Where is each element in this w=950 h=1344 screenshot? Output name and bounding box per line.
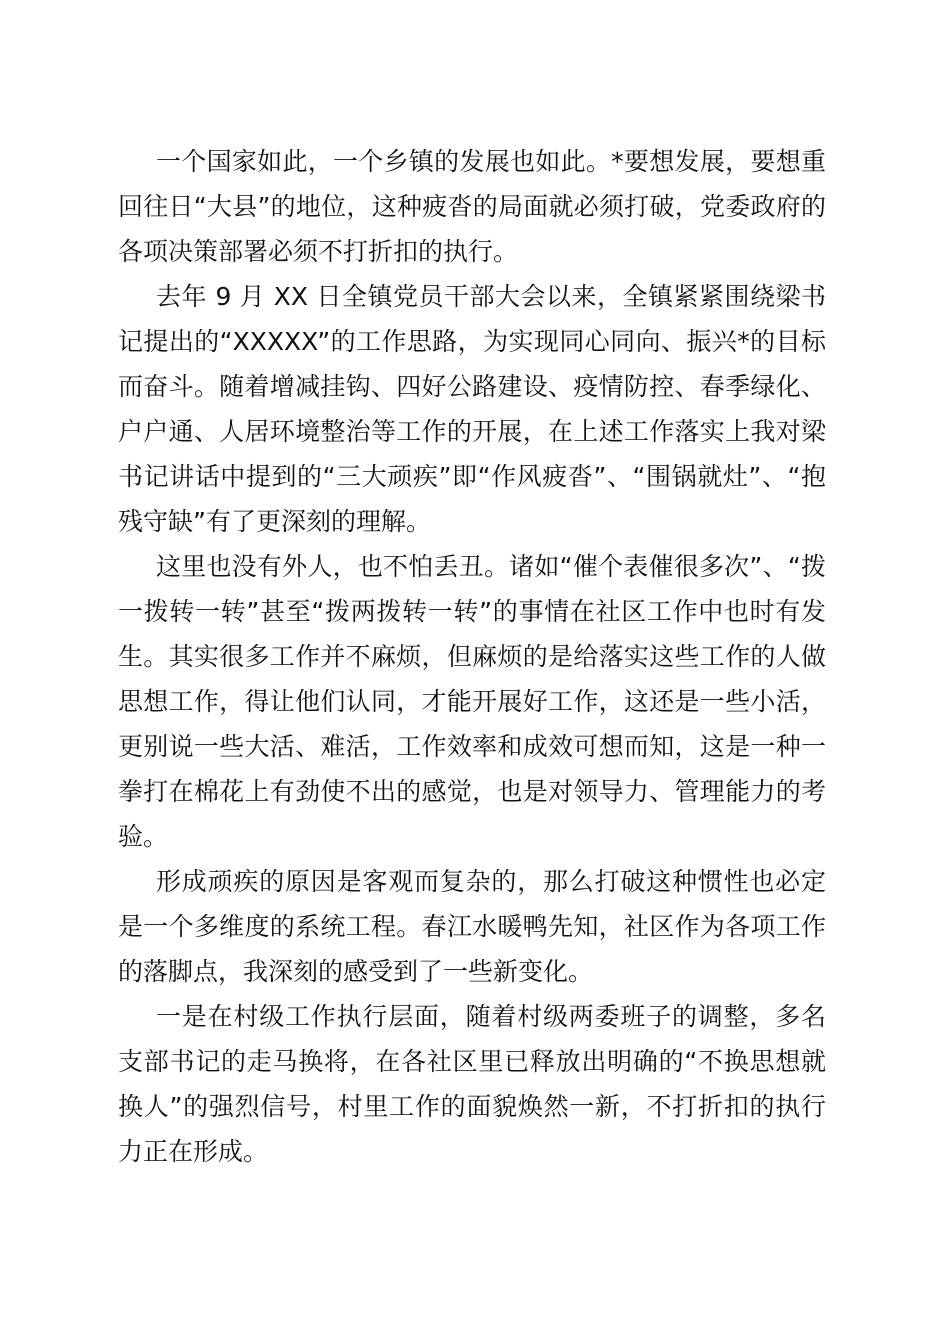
- paragraph-2: 去年 9 月 XX 日全镇党员干部大会以来，全镇紧紧围绕梁书记提出的“XXXXX”的工作思路，为实现同心同向、振兴*的目标而奋斗。随着增减挂钩、四好公路建设、疫情防控、春季绿化、户户通、人居环境整治等工作的开展，在上述工作落实上我对梁书记讲话中提到的“三大顽疾”即“作风疲沓”、“围锅就灶”、“抱残守缺”有了更深刻的理解。: [118, 282, 826, 536]
- paragraph-3: 这里也没有外人，也不怕丢丑。诸如“催个表催很多次”、“拨一拨转一转”甚至“拨两拨转一转”的事情在社区工作中也时有发生。其实很多工作并不麻烦，但麻烦的是给落实这些工作的人做思想工作，得让他们认同，才能开展好工作，这还是一些小活，更别说一些大活、难活，工作效率和成效可想而知，这是一种一拳打在棉花上有劲使不出的感觉，也是对领导力、管理能力的考验。: [118, 552, 826, 851]
- paragraph-1: 一个国家如此，一个乡镇的发展也如此。*要想发展，要想重回往日“大县”的地位，这种疲沓的局面就必须打破，党委政府的各项决策部署必须不打折扣的执行。: [118, 147, 826, 266]
- paragraph-5: 一是在村级工作执行层面，随着村级两委班子的调整，多名支部书记的走马换将，在各社区里已释放出明确的“不换思想就换人”的强烈信号，村里工作的面貌焕然一新，不打折扣的执行力正在形成。: [118, 1002, 826, 1166]
- paragraph-4: 形成顽疾的原因是客观而复杂的，那么打破这种惯性也必定是一个多维度的系统工程。春江水暖鸭先知，社区作为各项工作的落脚点，我深刻的感受到了一些新变化。: [118, 867, 826, 986]
- document-body: [118, 139, 826, 1174]
